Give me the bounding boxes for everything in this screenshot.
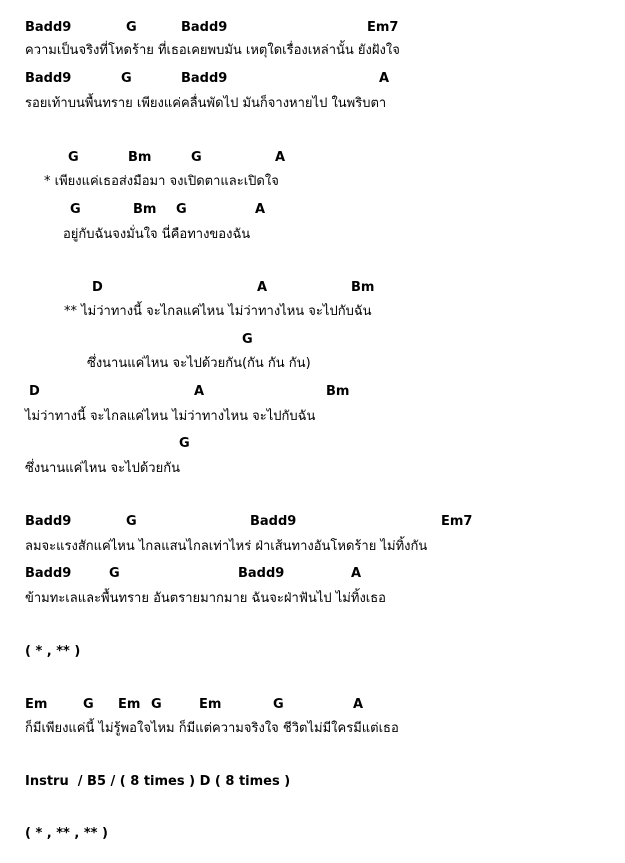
chord-label: Em7	[441, 514, 473, 529]
lyric-line: ความเป็นจริงที่โหดร้าย ที่เธอเคยพบมัน เหตุใดเรื่องเหล่านั้น ยังฝังใจ	[25, 43, 400, 58]
chord-label: A	[255, 202, 266, 217]
chord-label: Bm	[326, 384, 350, 399]
lyric-line: ซึ่งนานแค่ไหน จะไปด้วยกัน(กัน กัน กัน)	[87, 356, 311, 371]
chord-label: Badd9	[181, 71, 228, 86]
chord-label: Badd9	[25, 566, 72, 581]
chord-label: Em	[25, 697, 48, 712]
chord-label: Em	[199, 697, 222, 712]
chord-label: G	[109, 566, 120, 581]
chord-label: A	[379, 71, 390, 86]
chord-label: G	[151, 697, 162, 712]
chord-label: A	[353, 697, 364, 712]
instrumental-line: Instru / B5 / ( 8 times ) D ( 8 times )	[25, 774, 291, 789]
chord-label: Bm	[128, 150, 152, 165]
chord-label: G	[126, 20, 137, 35]
lyric-line: ก็มีเพียงแค่นี้ ไม่รู้พอใจไหม ก็มีแต่ความจริงใจ ชีวิตไม่มีใครมีแต่เธอ	[25, 721, 399, 736]
chord-label: G	[126, 514, 137, 529]
chord-label: A	[194, 384, 205, 399]
chord-label: Badd9	[250, 514, 297, 529]
chord-label: Badd9	[25, 20, 72, 35]
chord-label: A	[257, 280, 268, 295]
chord-label: G	[273, 697, 284, 712]
chord-label: G	[242, 332, 253, 347]
chord-label: G	[191, 150, 202, 165]
lyric-line: * เพียงแค่เธอส่งมือมา จงเปิดตาและเปิดใจ	[44, 174, 279, 189]
chord-label: G	[83, 697, 94, 712]
chord-label: Bm	[133, 202, 157, 217]
chord-label: Badd9	[25, 514, 72, 529]
lyric-line: ไม่ว่าทางนี้ จะไกลแค่ไหน ไม่ว่าทางไหน จะไปกับฉัน	[25, 409, 316, 424]
chord-label: G	[70, 202, 81, 217]
chord-label: D	[29, 384, 40, 399]
lyric-line: ลมจะแรงสักแค่ไหน ไกลแสนไกลเท่าไหร่ ฝ่าเส้นทางอันโหดร้าย ไม่ทิ้งกัน	[25, 539, 428, 554]
chord-label: G	[68, 150, 79, 165]
chord-label: Badd9	[238, 566, 285, 581]
lyric-line: ** ไม่ว่าทางนี้ จะไกลแค่ไหน ไม่ว่าทางไหน จะไปกับฉัน	[64, 304, 372, 319]
lyric-line: อยู่กับฉันจงมั่นใจ นี่คือทางของฉัน	[63, 227, 251, 242]
repeat-marker: ( * , ** , ** )	[25, 826, 108, 841]
chord-label: G	[176, 202, 187, 217]
chord-label: A	[275, 150, 286, 165]
chord-label: G	[179, 436, 190, 451]
chord-label: Badd9	[25, 71, 72, 86]
chord-label: Em	[118, 697, 141, 712]
repeat-marker: ( * , ** )	[25, 644, 81, 659]
chord-label: Badd9	[181, 20, 228, 35]
lyric-line: ซึ่งนานแค่ไหน จะไปด้วยกัน	[25, 461, 180, 476]
chord-label: A	[351, 566, 362, 581]
chord-label: Em7	[367, 20, 399, 35]
lyric-line: รอยเท้าบนพื้นทราย เพียงแค่คลื่นพัดไป มันก็จางหายไป ในพริบตา	[25, 96, 387, 111]
lyric-line: ข้ามทะเลและพื้นทราย อันตรายมากมาย ฉันจะฝ่าฟันไป ไม่ทิ้งเธอ	[25, 591, 386, 606]
chord-label: G	[121, 71, 132, 86]
chord-label: D	[92, 280, 103, 295]
chord-label: Bm	[351, 280, 375, 295]
